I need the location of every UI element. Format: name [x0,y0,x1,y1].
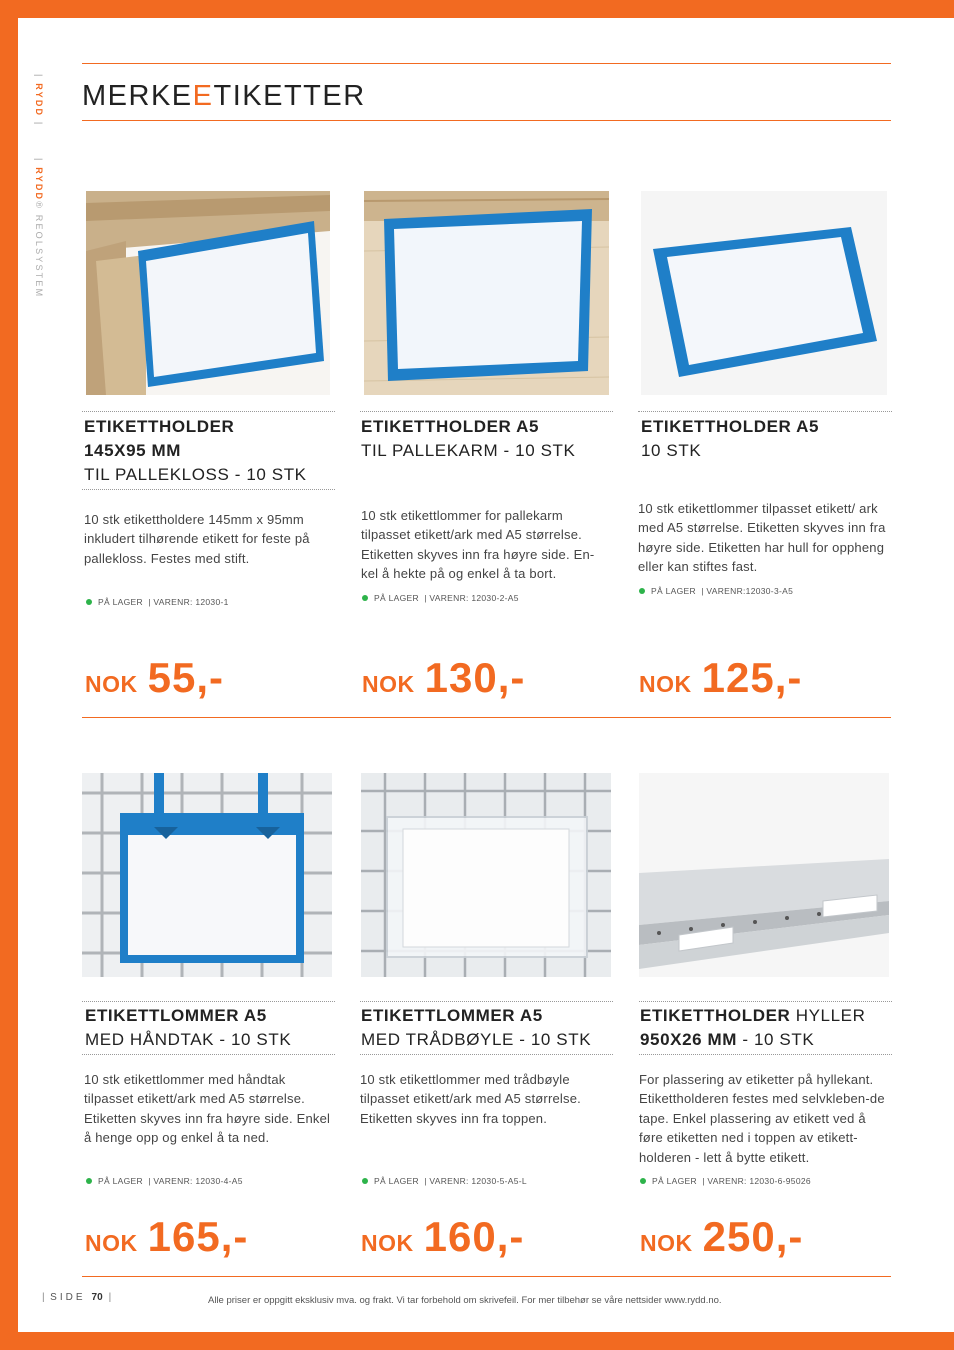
product-description: 10 stk etikettholdere 145mm x 95mm inkludert tilhørende etikett for feste på pallekloss. Festes med stift. [84,512,310,566]
product-name: ETIKETTHOLDER 145X95 MM TIL PALLEKLOSS - 10 STK [84,417,307,484]
product-divider [360,411,613,412]
product-description: 10 stk etikettlommer med håndtak tilpasset etikett/ark med A5 størrelse. Etiketten skyves inn fra høyre side. Enkel å henge opp og enkel å ta ned. [84,1072,331,1146]
catalog-page [18,18,954,1332]
in-stock-dot-icon [86,1178,92,1184]
stock-status: PÅ LAGER | VARENR: 12030-4-A5 [86,1176,243,1186]
price-amount: 165,- [147,1213,249,1260]
side-brand-bottom [34,158,44,298]
price [85,1213,248,1261]
price-amount: 55,- [147,654,224,701]
title-top-rule [82,63,891,64]
product-divider [360,1001,613,1002]
product-divider [82,411,335,412]
product-name: ETIKETTHOLDER A5 TIL PALLEKARM - 10 STK [361,417,576,460]
in-stock-dot-icon [639,588,645,594]
price-amount: 125,- [701,654,803,701]
price [85,654,224,702]
stock-status: PÅ LAGER | VARENR: 12030-6-95026 [640,1176,811,1186]
side-brand-label: RYDD [34,83,44,118]
price-currency: NOK [362,671,415,697]
sku: | VARENR: 12030-6-95026 [702,1176,811,1186]
stock-status: PÅ LAGER | VARENR: 12030-5-A5-L [362,1176,527,1186]
price-currency: NOK [85,671,138,697]
price [640,1213,803,1261]
product-description: 10 stk etikettlommer for pallekarm tilpasset etikett/ark med A5 størrelse. Etiketten skyves inn fra høyre side. En-kel å hekte på og enkel å ta bort. [361,508,595,582]
sku: | VARENR: 12030-1 [148,597,229,607]
in-stock-dot-icon [86,599,92,605]
product-description: 10 stk etikettlommer tilpasset etikett/ ark med A5 størrelse. Etiketten skyves inn fra høyre side. Etiketten har hull for oppheng eller kan stiftes fast. [638,501,886,575]
side-bar: | [34,158,44,163]
product-divider [82,489,335,490]
label-holder-on-pallet-block-image [86,191,330,395]
side-brand-top [34,74,44,126]
in-stock-dot-icon [640,1178,646,1184]
price-amount: 250,- [702,1213,804,1260]
in-stock-dot-icon [362,1178,368,1184]
side-brand-label: RYDD [34,167,44,202]
side-bar: | [34,74,44,79]
side-brand [26,74,46,334]
page-title: MERKEETIKETTER [82,80,366,112]
shelf-edge-label-holder-image [639,773,889,977]
label-holder-on-pallet-collar-image [364,191,609,395]
product-divider [638,411,892,412]
product-name: ETIKETTHOLDER HYLLER 950X26 MM - 10 STK [640,1006,866,1049]
product-name: ETIKETTLOMMER A5 MED TRÅDBØYLE - 10 STK [361,1006,592,1049]
sku: | VARENR: 12030-2-A5 [424,593,519,603]
product-divider [82,1054,335,1055]
sku: | VARENR: 12030-5-A5-L [424,1176,527,1186]
product-divider [639,1001,892,1002]
product-divider [639,1054,892,1055]
label-pocket-with-wire-hanger-image [361,773,611,977]
price-currency: NOK [640,1230,693,1256]
price-amount: 130,- [424,654,526,701]
product-divider [360,1054,613,1055]
page-number: 70 [91,1292,103,1303]
price [362,654,525,702]
price-currency: NOK [85,1230,138,1256]
side-label: SIDE [50,1292,86,1303]
label-holder-a5-image [641,191,887,395]
label-pocket-with-handles-image [82,773,332,977]
in-stock-dot-icon [362,595,368,601]
stock-status: PÅ LAGER | VARENR: 12030-2-A5 [362,593,519,603]
footer-disclaimer: Alle priser er oppgitt eksklusiv mva. og frakt. Vi tar forbehold om skrivefeil. For mer tilbehør se våre nettsider www.rydd.no. [208,1295,722,1306]
bottom-separator [82,1276,891,1277]
stock-status: PÅ LAGER | VARENR: 12030-1 [86,597,229,607]
page-footer: | SIDE 70 | [42,1292,112,1303]
side-bar: | [34,121,44,127]
stock-status: PÅ LAGER | VARENR:12030-3-A5 [639,586,793,596]
product-name: ETIKETTHOLDER A5 10 STK [641,417,820,460]
row-separator [82,717,891,718]
title-bottom-rule [82,120,891,121]
sku: | VARENR:12030-3-A5 [701,586,794,596]
price [361,1213,524,1261]
product-divider [82,1001,335,1002]
side-sub-label: REOLSYSTEM [34,214,44,299]
registered-mark: ® [34,201,44,211]
price [639,654,802,702]
price-amount: 160,- [423,1213,525,1260]
price-currency: NOK [639,671,692,697]
product-description: 10 stk etikettlommer med trådbøyle tilpasset etikett/ark med A5 størrelse. Etiketten skyves inn fra toppen. [360,1072,581,1126]
product-name: ETIKETTLOMMER A5 MED HÅNDTAK - 10 STK [85,1006,292,1049]
sku: | VARENR: 12030-4-A5 [148,1176,243,1186]
product-description: For plassering av etiketter på hyllekant. Etikettholderen festes med selvkleben-de tape. Enkel plassering av etikett ved å føre etiketten ned i toppen av etikett-holderen - lett å bytte etikett. [639,1072,885,1165]
title-accent-letter: E [192,80,214,112]
price-currency: NOK [361,1230,414,1256]
